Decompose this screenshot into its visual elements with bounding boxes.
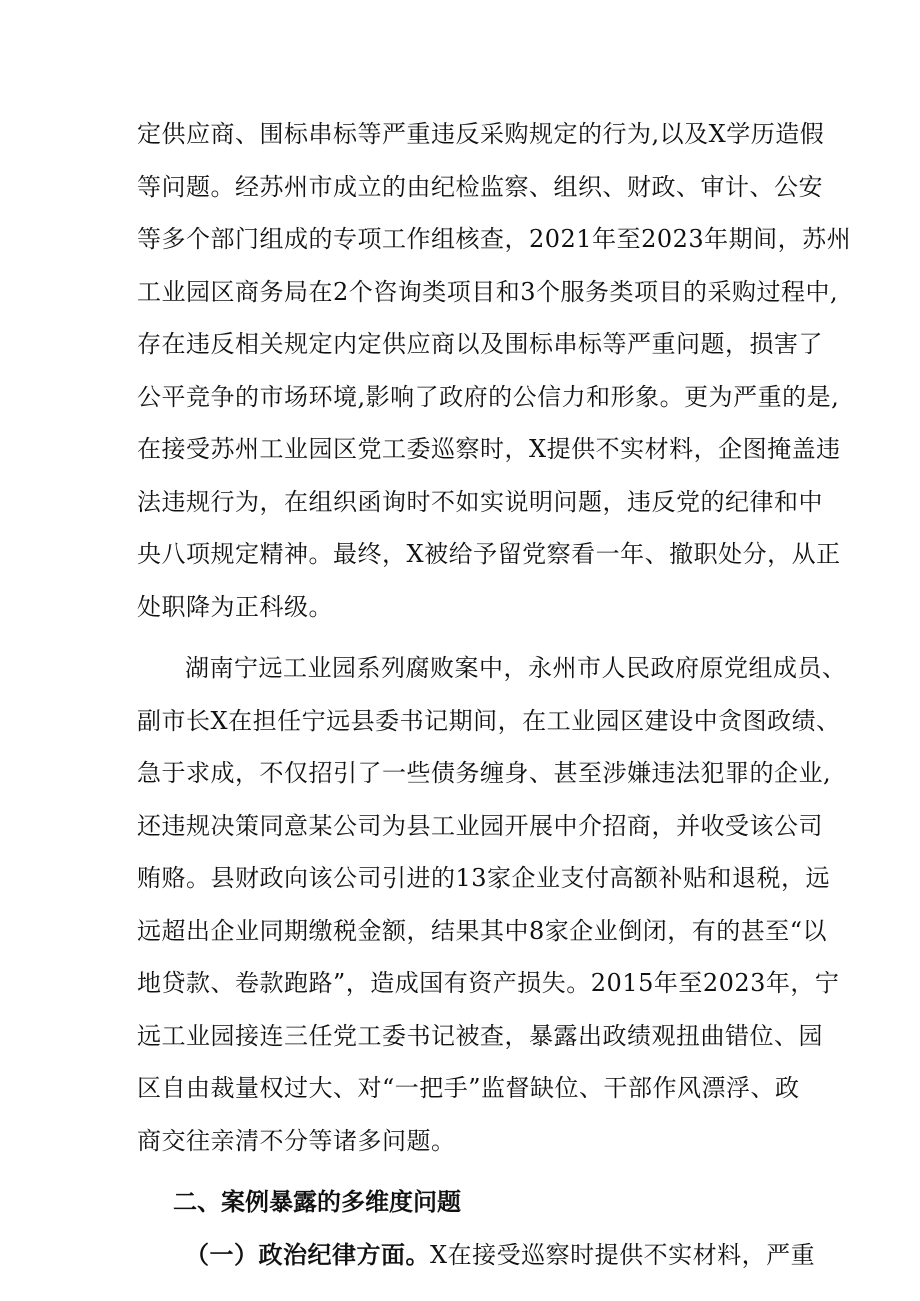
text-line: 定供应商、围标串标等严重违反采购规定的行为,以及X学历造假 bbox=[137, 120, 825, 148]
text-line: 贿赂。县财政向该公司引进的13家企业支付高额补贴和退税，远 bbox=[137, 864, 831, 892]
paragraph-gap bbox=[137, 633, 797, 642]
text-line: 商交往亲清不分等诸多问题。 bbox=[137, 1126, 456, 1155]
paragraph-suzhou-case bbox=[137, 108, 852, 633]
text-line: 等问题。经苏州市成立的由纪检监察、组织、财政、审计、公安 bbox=[137, 172, 823, 201]
section-heading: 二、案例暴露的多维度问题 bbox=[173, 1187, 461, 1216]
text-line: 副市长X在担任宁远县委书记期间，在工业园区建设中贪图政绩、 bbox=[137, 706, 841, 735]
text-line: 存在违反相关规定内定供应商以及围标串标等严重问题，损害了 bbox=[137, 330, 823, 358]
text-line: 处职降为正科级。 bbox=[137, 592, 333, 621]
document-page bbox=[137, 108, 852, 1281]
text-line: 远超出企业同期缴税金额，结果其中8家企业倒闭，有的甚至“以 bbox=[137, 916, 828, 945]
paragraph-gap bbox=[137, 1167, 797, 1176]
text-line: 湖南宁远工业园系列腐败案中，永州市人民政府原党组成员、 bbox=[185, 654, 847, 682]
text-line: 地贷款、卷款跑路”，造成国有资产损失。2015年至2023年，宁 bbox=[137, 969, 840, 997]
text-line: 央八项规定精神。最终，X被给予留党察看一年、撤职处分，从正 bbox=[137, 540, 841, 568]
text-line: 区自由裁量权过大、对“一把手”监督缺位、干部作风漂浮、政 bbox=[137, 1074, 800, 1102]
subsection-paragraph bbox=[137, 1229, 816, 1282]
text-line: 急于求成，不仅招引了一些债务缠身、甚至涉嫌违法犯罪的企业, bbox=[137, 759, 832, 787]
subsection-heading: （一）政治纪律方面。 bbox=[185, 1239, 430, 1269]
text-line: 在接受苏州工业园区党工委巡察时，X提供不实材料，企图掩盖违 bbox=[137, 435, 841, 463]
subsection-text: X在接受巡察时提供不实材料，严重 bbox=[430, 1240, 816, 1269]
text-line: 还违规决策同意某公司为县工业园开展中介招商，并收受该公司 bbox=[137, 811, 823, 840]
text-line: 远工业园接连三任党工委书记被查，暴露出政绩观扭曲错位、园 bbox=[137, 1021, 823, 1050]
text-line: 公平竞争的市场环境,影响了政府的公信力和形象。更为严重的是, bbox=[137, 382, 840, 411]
text-line: 法违规行为，在组织函询时不如实说明问题，违反党的纪律和中 bbox=[137, 487, 823, 516]
text-line: 等多个部门组成的专项工作组核查，2021年至2023年期间，苏州 bbox=[137, 225, 852, 253]
paragraph-ningyuan-case bbox=[137, 642, 847, 1167]
text-line: 工业园区商务局在2个咨询类项目和3个服务类项目的采购过程中, bbox=[137, 277, 839, 306]
